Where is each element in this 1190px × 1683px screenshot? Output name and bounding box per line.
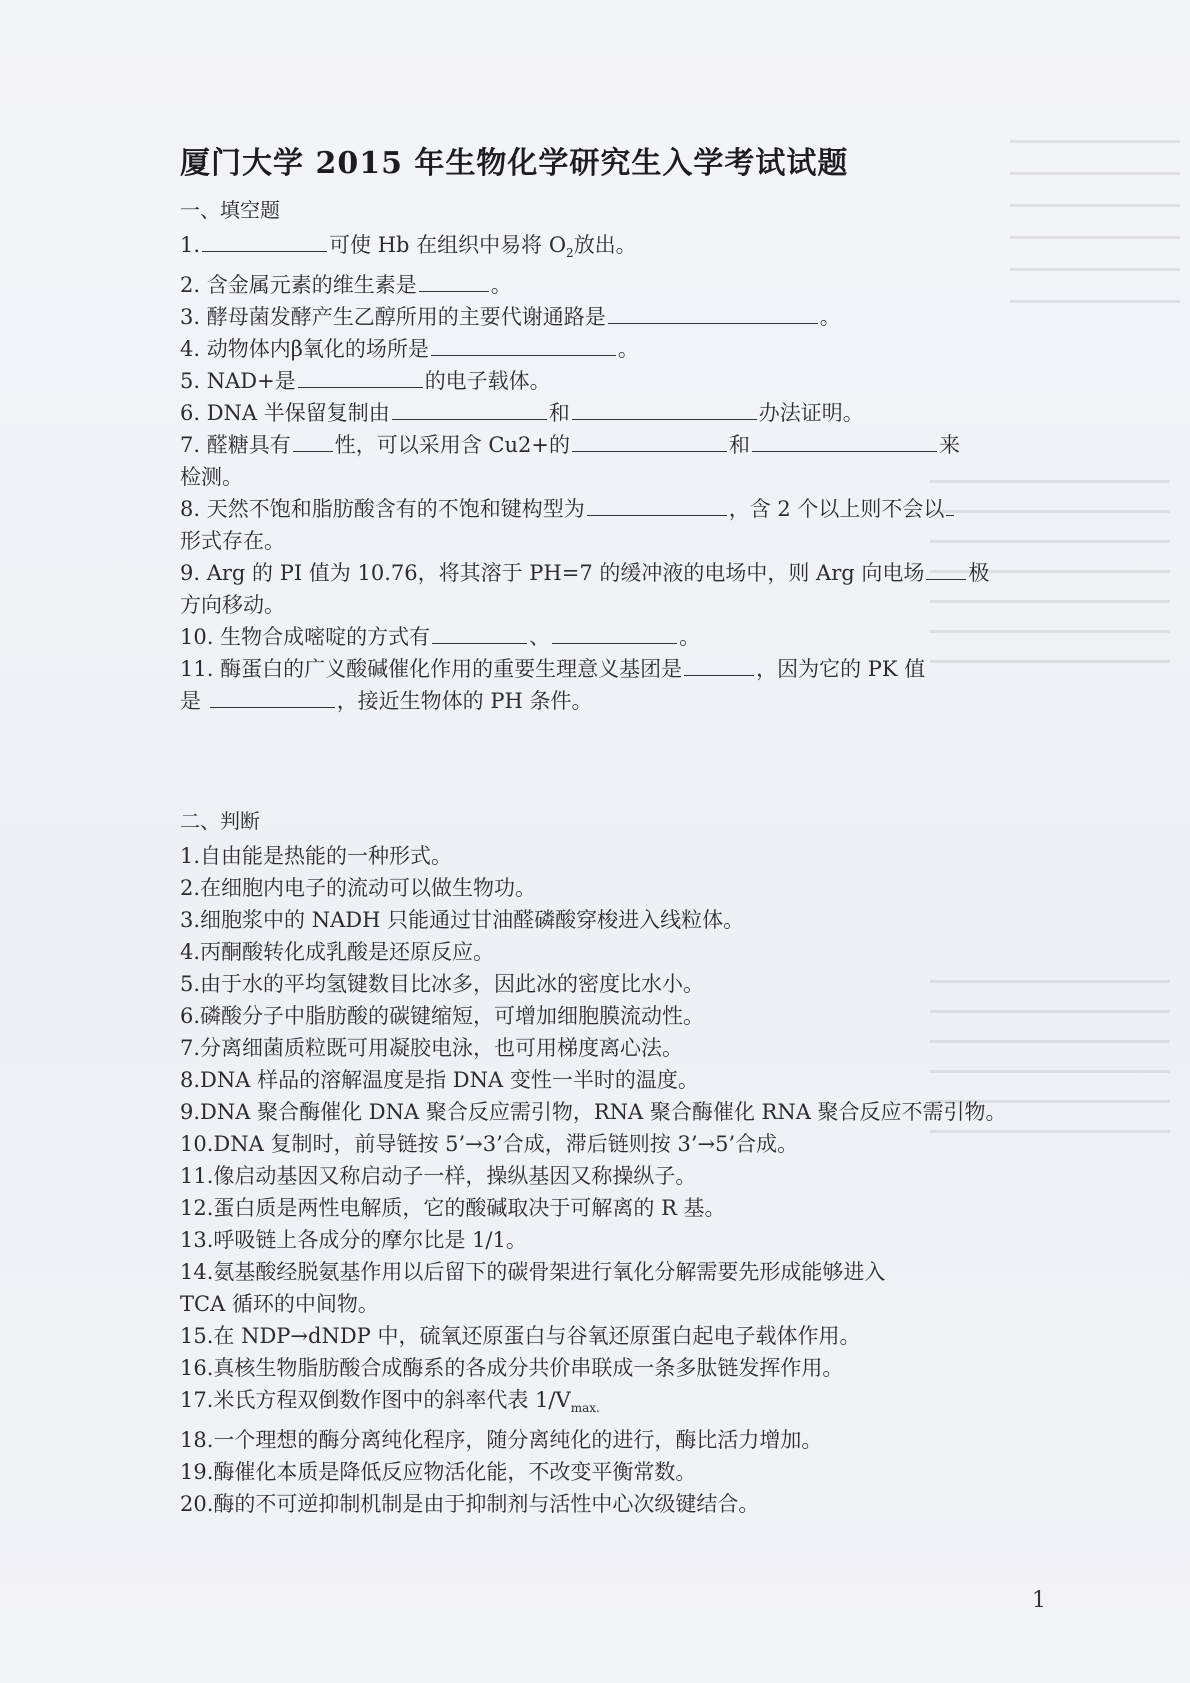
tf-item: 16.真核生物脂肪酸合成酶系的各成分共价串联成一条多肽链发挥作用。	[180, 1356, 844, 1381]
question-text: 和	[728, 433, 750, 458]
answer-blank[interactable]	[432, 623, 527, 644]
answer-blank[interactable]	[684, 655, 754, 676]
tf-item: 7.分离细菌质粒既可用凝胶电泳，也可用梯度离心法。	[180, 1036, 684, 1061]
question-text: 。	[819, 305, 841, 330]
answer-blank[interactable]	[431, 335, 616, 356]
tf-item: 8.DNA 样品的溶解温度是指 DNA 变性一半时的温度。	[180, 1068, 699, 1093]
bleed-through-mark	[1010, 140, 1180, 320]
tf-item: 4.丙酮酸转化成乳酸是还原反应。	[180, 940, 495, 965]
tf-item: 3.细胞浆中的 NADH 只能通过甘油醛磷酸穿梭进入线粒体。	[180, 908, 745, 933]
answer-blank[interactable]	[298, 367, 423, 388]
question-text: 10. 生物合成嘧啶的方式有	[180, 625, 431, 650]
question-7-cont: 检测。	[180, 465, 243, 490]
question-text: 办法证明。	[758, 401, 864, 426]
question-text: 。	[490, 273, 512, 298]
question-text: ，因为它的 PK 值	[756, 657, 926, 682]
question-number: 1.	[180, 233, 201, 257]
tf-item: 12.蛋白质是两性电解质，它的酸碱取决于可解离的 R 基。	[180, 1196, 726, 1221]
answer-blank[interactable]	[926, 559, 966, 580]
question-text: 6. DNA 半保留复制由	[180, 401, 390, 426]
answer-blank[interactable]	[419, 271, 489, 292]
question-9-cont: 方向移动。	[180, 593, 285, 618]
question-text: 8. 天然不饱和脂肪酸含有的不饱和键构型为	[180, 497, 585, 522]
question-text: 17.米氏方程双倒数作图中的斜率代表 1/V	[180, 1388, 571, 1413]
tf-item: 15.在 NDP→dNDP 中，硫氧还原蛋白与谷氧还原蛋白起电子载体作用。	[180, 1324, 861, 1349]
page-title: 厦门大学 2015 年生物化学研究生入学考试试题	[180, 146, 849, 181]
answer-blank[interactable]	[202, 231, 327, 252]
section-gap	[180, 717, 1020, 805]
exam-content	[180, 138, 1020, 1520]
answer-blank[interactable]	[293, 431, 333, 452]
question-3	[180, 301, 1020, 333]
tf-item: 18.一个理想的酶分离纯化程序，随分离纯化的进行，酶比活力增加。	[180, 1428, 823, 1453]
question-7	[180, 429, 1020, 461]
question-text: 是	[180, 689, 201, 714]
subscript: max.	[570, 1401, 600, 1416]
tf-item: 19.酶催化本质是降低反应物活化能，不改变平衡常数。	[180, 1460, 697, 1485]
question-text: 3. 酵母菌发酵产生乙醇所用的主要代谢通路是	[180, 305, 606, 330]
tf-item: 9.DNA 聚合酶催化 DNA 聚合反应需引物，RNA 聚合酶催化 RNA 聚合反应不需引物。	[180, 1100, 1007, 1125]
question-text: 4. 动物体内β氧化的场所是	[180, 337, 429, 362]
question-text: 性，可以采用含 Cu2+的	[334, 433, 570, 458]
question-8	[180, 493, 1020, 525]
answer-blank[interactable]	[752, 431, 937, 452]
question-text: ，接近生物体的 PH 条件。	[336, 689, 593, 714]
answer-blank[interactable]	[392, 399, 547, 420]
section-heading-fill-in: 一、填空题	[180, 198, 280, 222]
tf-item: 20.酶的不可逆抑制机制是由于抑制剂与活性中心次级键结合。	[180, 1492, 760, 1517]
tf-item: 6.磷酸分子中脂肪酸的碳键缩短，可增加细胞膜流动性。	[180, 1004, 705, 1029]
tf-item-cont: TCA 循环的中间物。	[180, 1292, 379, 1317]
question-2	[180, 269, 1020, 301]
question-text: 9. Arg 的 PI 值为 10.76，将其溶于 PH=7 的缓冲液的电场中，则 Arg 向电场	[180, 561, 925, 586]
page-number: 1	[1032, 1588, 1046, 1613]
question-text: 。	[679, 625, 701, 650]
answer-blank[interactable]	[946, 495, 954, 516]
tf-item: 10.DNA 复制时，前导链按 5’→3’合成，滞后链则按 3’→5’合成。	[180, 1132, 799, 1157]
question-text: 可使 Hb 在组织中易将 O	[329, 233, 567, 257]
question-11-cont	[180, 685, 1020, 717]
question-4	[180, 333, 1020, 365]
tf-item: 5.由于水的平均氢键数目比冰多，因此冰的密度比水小。	[180, 972, 705, 997]
question-text: 的电子载体。	[424, 369, 551, 394]
question-6	[180, 397, 1020, 429]
answer-blank[interactable]	[572, 431, 727, 452]
subscript: 2	[566, 246, 574, 261]
answer-blank[interactable]	[210, 687, 335, 708]
question-text: 。	[617, 337, 639, 362]
tf-item: 11.像启动基因又称启动子一样，操纵基因又称操纵子。	[180, 1164, 697, 1189]
question-text: 和	[548, 401, 570, 426]
question-8-cont: 形式存在。	[180, 529, 285, 554]
question-9	[180, 557, 1020, 589]
question-text: 来	[938, 433, 960, 458]
question-text: 2. 含金属元素的维生素是	[180, 273, 417, 298]
question-text: 11. 酶蛋白的广义酸碱催化作用的重要生理意义基团是	[180, 657, 683, 682]
answer-blank[interactable]	[552, 623, 677, 644]
tf-item: 1.自由能是热能的一种形式。	[180, 844, 453, 869]
tf-item: 13.呼吸链上各成分的摩尔比是 1/1。	[180, 1228, 527, 1253]
question-11	[180, 653, 1020, 685]
question-10	[180, 621, 1020, 653]
answer-blank[interactable]	[587, 495, 727, 516]
answer-blank[interactable]	[608, 303, 818, 324]
question-1	[180, 229, 1020, 269]
question-text: 7. 醛糖具有	[180, 433, 291, 458]
tf-item: 14.氨基酸经脱氨基作用以后留下的碳骨架进行氧化分解需要先形成能够进入	[180, 1260, 886, 1285]
section-heading-true-false: 二、判断	[180, 809, 260, 834]
question-5	[180, 365, 1020, 397]
tf-item: 2.在细胞内电子的流动可以做生物功。	[180, 876, 537, 901]
question-text: 极	[968, 561, 990, 586]
question-text: 、	[529, 625, 551, 650]
question-text: 5. NAD+是	[180, 369, 296, 394]
question-text: 放出。	[573, 233, 637, 257]
question-text: ，含 2 个以上则不会以	[728, 497, 945, 522]
tf-item	[180, 1384, 1020, 1424]
answer-blank[interactable]	[572, 399, 757, 420]
